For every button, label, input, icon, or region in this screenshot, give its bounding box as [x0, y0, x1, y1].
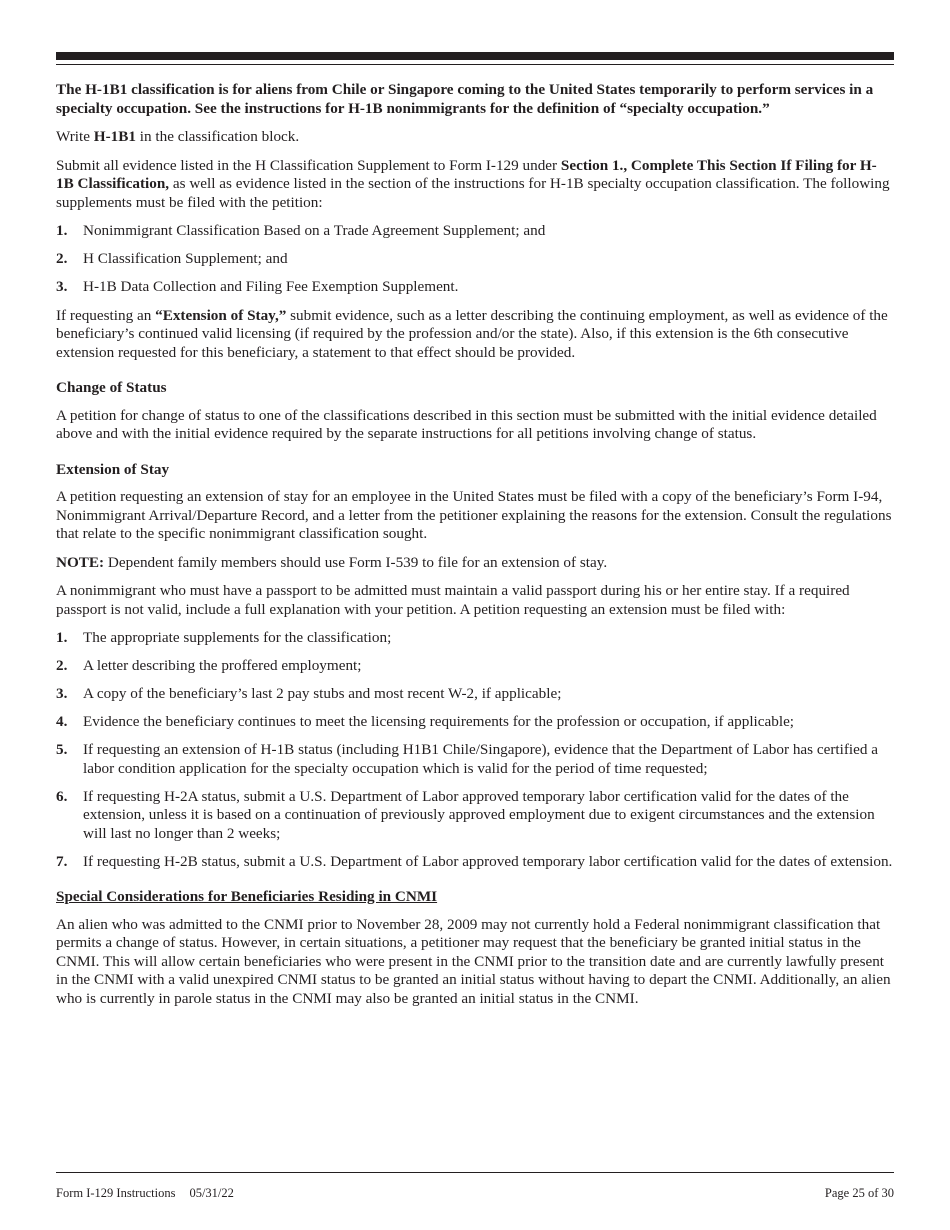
supplements-list	[56, 222, 894, 297]
footer-rule	[56, 1172, 894, 1173]
page-footer	[56, 1186, 894, 1201]
list-item: 2. A letter describing the proffered employment;	[56, 657, 362, 674]
classification-code: H-1B1	[93, 128, 136, 145]
list-item: 3. H-1B Data Collection and Filing Fee Exemption Supplement.	[56, 278, 459, 295]
cnmi-body: An alien who was admitted to the CNMI prior to November 28, 2009 may not currently hold a Federal nonimmigrant classification that permits a change of status. However, in certain situations, a petitioner may request that the beneficiary be granted initial status in the CNMI. This will allow certain beneficiaries who were present in the CNMI prior to the transition date and are currently lawfully present in the CNMI with a valid unexpired CNMI status to be granted an initial status without having to depart the CNMI. Additionally, an alien who is currently in parole status in the CNMI may also be granted an initial status in the CNMI.	[56, 915, 891, 1007]
extension-of-stay-heading: Extension of Stay	[56, 460, 170, 478]
list-item: 1. The appropriate supplements for the classification;	[56, 629, 392, 646]
list-item: 6. If requesting H-2A status, submit a U.S. Department of Labor approved temporary labor certification valid for the dates of the extension, unless it is based on a continuation of previously approved employment due to exigent circumstances and the extension will last no longer than 2 weeks;	[56, 787, 875, 842]
footer-form-info	[56, 1186, 234, 1201]
header-thin-rule	[56, 64, 894, 65]
page-content	[56, 81, 894, 1018]
extension-requirements-list	[56, 629, 894, 871]
list-item: 7. If requesting H-2B status, submit a U.S. Department of Labor approved temporary labor certification valid for the dates of extension.	[56, 852, 893, 870]
list-item: 3. A copy of the beneficiary’s last 2 pay stubs and most recent W-2, if applicable;	[56, 685, 562, 702]
list-item: 2. H Classification Supplement; and	[56, 250, 288, 267]
footer-form-name: Form I-129 Instructions	[56, 1186, 176, 1200]
note-paragraph: NOTE: Dependent family members should use Form I-539 to file for an extension of stay.	[56, 553, 608, 571]
intro-lead: The H-1B1 classification is for aliens from Chile or Singapore coming to the United States temporarily to perform services in a specialty occupation. See the instructions for H-1B nonimmigrants for the definition of “specialty occupation.”	[56, 81, 874, 117]
submit-evidence-paragraph: Submit all evidence listed in the H Classification Supplement to Form I-129 under Section 1., Complete This Section If Filing for H-1B Classification, as well as evidence listed in the section of the instructions for H-1B specialty occupation classification. The following supplements must be filed with the petition:	[56, 156, 890, 211]
header-thick-rule	[56, 52, 894, 60]
list-item: 5. If requesting an extension of H-1B status (including H1B1 Chile/Singapore), evidence that the Department of Labor has certified a labor condition application for the specialty occupation which is valid for the period of time requested;	[56, 741, 879, 777]
note-label: NOTE:	[56, 553, 105, 571]
change-of-status-heading: Change of Status	[56, 379, 167, 396]
footer-page-number: Page 25 of 30	[824, 1186, 894, 1200]
change-of-status-body: A petition for change of status to one of the classifications described in this section must be submitted with the initial evidence detailed above and with the initial evidence required by the separate instructions for all petitions involving change of status.	[56, 406, 877, 442]
extension-of-stay-body: A petition requesting an extension of stay for an employee in the United States must be filed with a copy of the beneficiary’s Form I-94, Nonimmigrant Arrival/Departure Record, and a letter from the petitioner explaining the reasons for the extension. Consult the regulations that relate to the specific nonimmigrant classification sought.	[56, 488, 892, 542]
footer-form-date: 05/31/22	[189, 1186, 234, 1200]
list-item: 1. Nonimmigrant Classification Based on a Trade Agreement Supplement; and	[56, 222, 546, 239]
write-instruction: Write H-1B1 in the classification block.	[56, 128, 300, 145]
extension-evidence-paragraph: If requesting an “Extension of Stay,” submit evidence, such as a letter describing the continuing employment, as well as evidence of the beneficiary’s continued valid licensing (if required by the profession and/or the state). Also, if this extension is the 6th consecutive extension requested for this beneficiary, a statement to that effect should be provided.	[56, 306, 888, 361]
extension-term: “Extension of Stay,”	[155, 306, 287, 324]
section-reference: Section 1., Complete This Section If Filing for H-1B Classification,	[56, 156, 877, 192]
list-item: 4. Evidence the beneficiary continues to meet the licensing requirements for the profession or occupation, if applicable;	[56, 713, 795, 730]
cnmi-heading: Special Considerations for Beneficiaries Residing in CNMI	[56, 888, 438, 905]
passport-paragraph: A nonimmigrant who must have a passport to be admitted must maintain a valid passport during his or her entire stay. If a required passport is not valid, include a full explanation with your petition. A petition requesting an extension must be filed with:	[56, 582, 850, 618]
